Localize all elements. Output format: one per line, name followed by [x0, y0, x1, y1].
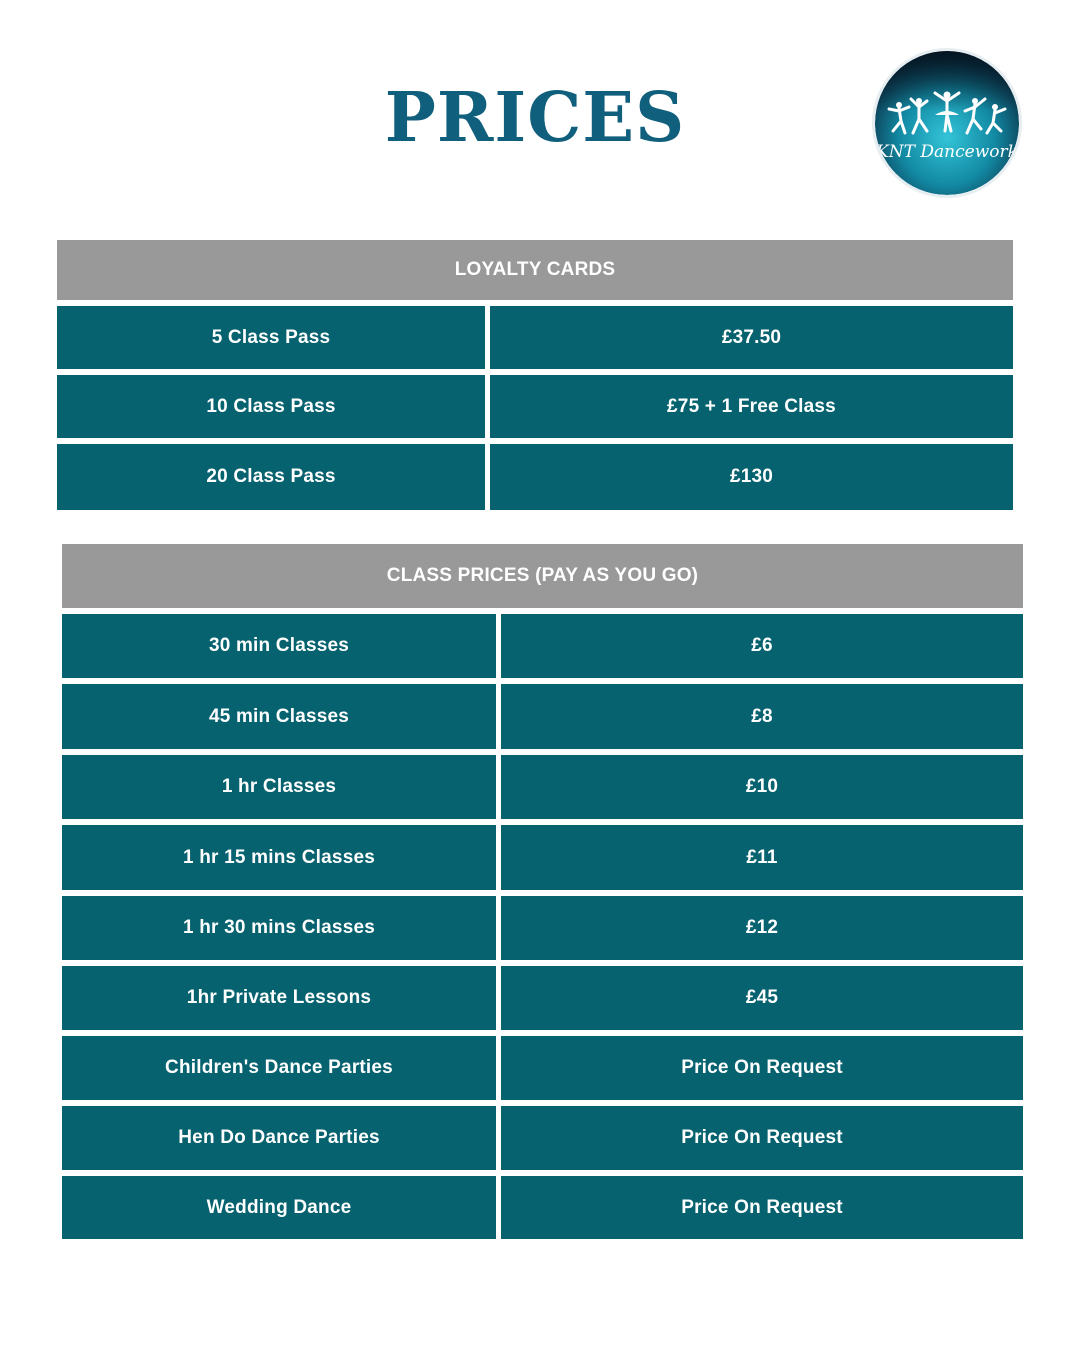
- class-price-cell: £10: [501, 755, 1023, 819]
- loyalty-item-cell: 10 Class Pass: [57, 375, 485, 438]
- class-item-cell: Hen Do Dance Parties: [62, 1106, 496, 1170]
- dancers-logo-icon: [875, 51, 1019, 195]
- loyalty-cards-table: [57, 240, 1013, 510]
- class-price-cell: £6: [501, 614, 1023, 678]
- class-prices-table: [62, 544, 1023, 1239]
- loyalty-price-cell: £75 + 1 Free Class: [490, 375, 1013, 438]
- class-price-cell: Price On Request: [501, 1176, 1023, 1239]
- class-item-cell: 1hr Private Lessons: [62, 966, 496, 1030]
- class-item-cell: Wedding Dance: [62, 1176, 496, 1239]
- class-price-cell: £11: [501, 825, 1023, 890]
- loyalty-cards-heading: LOYALTY CARDS: [57, 240, 1013, 300]
- class-item-cell: 1 hr 30 mins Classes: [62, 896, 496, 960]
- class-price-cell: Price On Request: [501, 1106, 1023, 1170]
- class-price-cell: Price On Request: [501, 1036, 1023, 1100]
- class-price-cell: £8: [501, 684, 1023, 749]
- class-price-cell: £12: [501, 896, 1023, 960]
- loyalty-item-cell: 5 Class Pass: [57, 306, 485, 369]
- class-item-cell: 1 hr 15 mins Classes: [62, 825, 496, 890]
- brand-logo: [872, 48, 1022, 198]
- class-item-cell: 1 hr Classes: [62, 755, 496, 819]
- class-prices-heading: CLASS PRICES (PAY AS YOU GO): [62, 544, 1023, 608]
- class-item-cell: 30 min Classes: [62, 614, 496, 678]
- class-price-cell: £45: [501, 966, 1023, 1030]
- loyalty-item-cell: 20 Class Pass: [57, 444, 485, 510]
- class-item-cell: 45 min Classes: [62, 684, 496, 749]
- logo-text: KNT Dancework: [876, 142, 1018, 162]
- class-item-cell: Children's Dance Parties: [62, 1036, 496, 1100]
- page-title: PRICES: [384, 78, 686, 158]
- loyalty-price-cell: £130: [490, 444, 1013, 510]
- loyalty-price-cell: £37.50: [490, 306, 1013, 369]
